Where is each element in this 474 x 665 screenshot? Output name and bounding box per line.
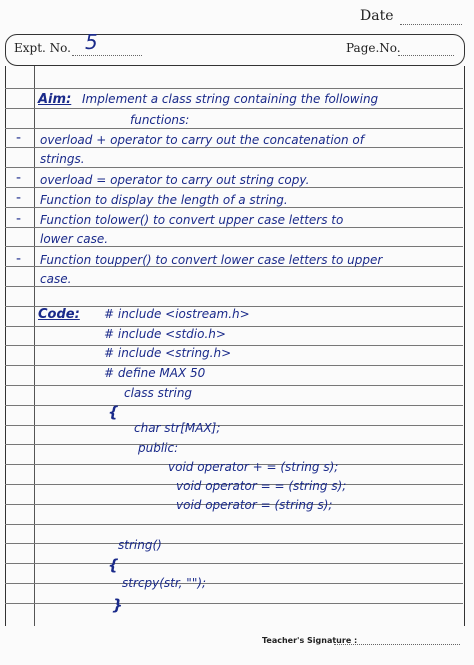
teacher-signature-label: Teacher's Signature : xyxy=(262,636,358,645)
code-label: Code: xyxy=(38,307,80,322)
ruled-line xyxy=(5,128,463,129)
ruled-line xyxy=(5,563,463,564)
ruled-line xyxy=(5,326,463,327)
page-number-label: Page.No. xyxy=(346,41,401,55)
code-line: char str[MAX]; xyxy=(134,421,221,435)
code-line: class string xyxy=(124,386,193,400)
ruled-line xyxy=(5,108,463,109)
ruled-line xyxy=(5,167,463,168)
aim-item-4-line-2: lower case. xyxy=(40,232,109,246)
aim-item-3-dash: - xyxy=(16,190,22,206)
code-line: void operator + = (string s); xyxy=(168,460,339,474)
ruled-line xyxy=(5,425,463,426)
aim-item-2-line-1: overload = operator to carry out string copy. xyxy=(40,173,310,187)
ruled-line xyxy=(5,583,463,584)
teacher-signature-line xyxy=(334,644,460,645)
aim-label: Aim: xyxy=(38,92,72,107)
aim-line-1: Implement a class string containing the following xyxy=(82,92,379,106)
ruled-line xyxy=(5,524,463,525)
code-line: public: xyxy=(138,441,179,455)
ruled-line xyxy=(5,405,463,406)
code-line: { xyxy=(108,403,119,421)
ruled-line xyxy=(5,227,463,228)
aim-item-5-line-2: case. xyxy=(40,272,72,286)
aim-item-1-dash: - xyxy=(16,130,22,146)
ruled-line xyxy=(5,365,463,366)
ruled-line xyxy=(5,385,463,386)
aim-item-1-line-2: strings. xyxy=(40,152,85,166)
ruled-line xyxy=(5,444,463,445)
aim-item-1-line-1: overload + operator to carry out the concatenation of xyxy=(40,133,364,147)
ruled-line xyxy=(5,345,463,346)
ruled-line xyxy=(5,147,463,148)
aim-item-4-dash: - xyxy=(16,211,22,227)
ruled-line xyxy=(5,88,463,89)
aim-item-5-line-1: Function toupper() to convert lower case letters to upper xyxy=(40,253,383,267)
code-line: # include <string.h> xyxy=(104,346,232,360)
code-line: { xyxy=(108,556,119,574)
aim-line-2: functions: xyxy=(130,113,190,127)
ruled-line xyxy=(5,246,463,247)
margin-line xyxy=(34,66,35,626)
ruled-line xyxy=(5,543,463,544)
ruled-area xyxy=(5,66,465,626)
date-label: Date xyxy=(360,8,394,24)
page-number-line xyxy=(398,55,454,56)
date-line xyxy=(400,24,462,25)
code-line: void operator = = (string s); xyxy=(176,479,347,493)
code-line: # include <stdio.h> xyxy=(104,327,226,341)
ruled-line xyxy=(5,286,463,287)
ruled-line xyxy=(5,187,463,188)
ruled-line xyxy=(5,603,463,604)
aim-item-5-dash: - xyxy=(16,251,22,267)
code-line: } xyxy=(112,596,123,614)
code-line: void operator = (string s); xyxy=(176,498,333,512)
expt-line xyxy=(72,55,142,56)
code-line: # include <iostream.h> xyxy=(104,307,250,321)
aim-item-3-line-1: Function to display the length of a string. xyxy=(40,193,288,207)
aim-item-2-dash: - xyxy=(16,170,22,186)
expt-value: 5 xyxy=(85,30,98,54)
expt-label: Expt. No. xyxy=(14,41,71,55)
aim-item-4-line-1: Function tolower() to convert upper case letters to xyxy=(40,213,344,227)
code-line: # define MAX 50 xyxy=(104,366,206,380)
ruled-line xyxy=(5,207,463,208)
code-line: string() xyxy=(118,538,162,552)
code-line: strcpy(str, ""); xyxy=(122,576,207,590)
